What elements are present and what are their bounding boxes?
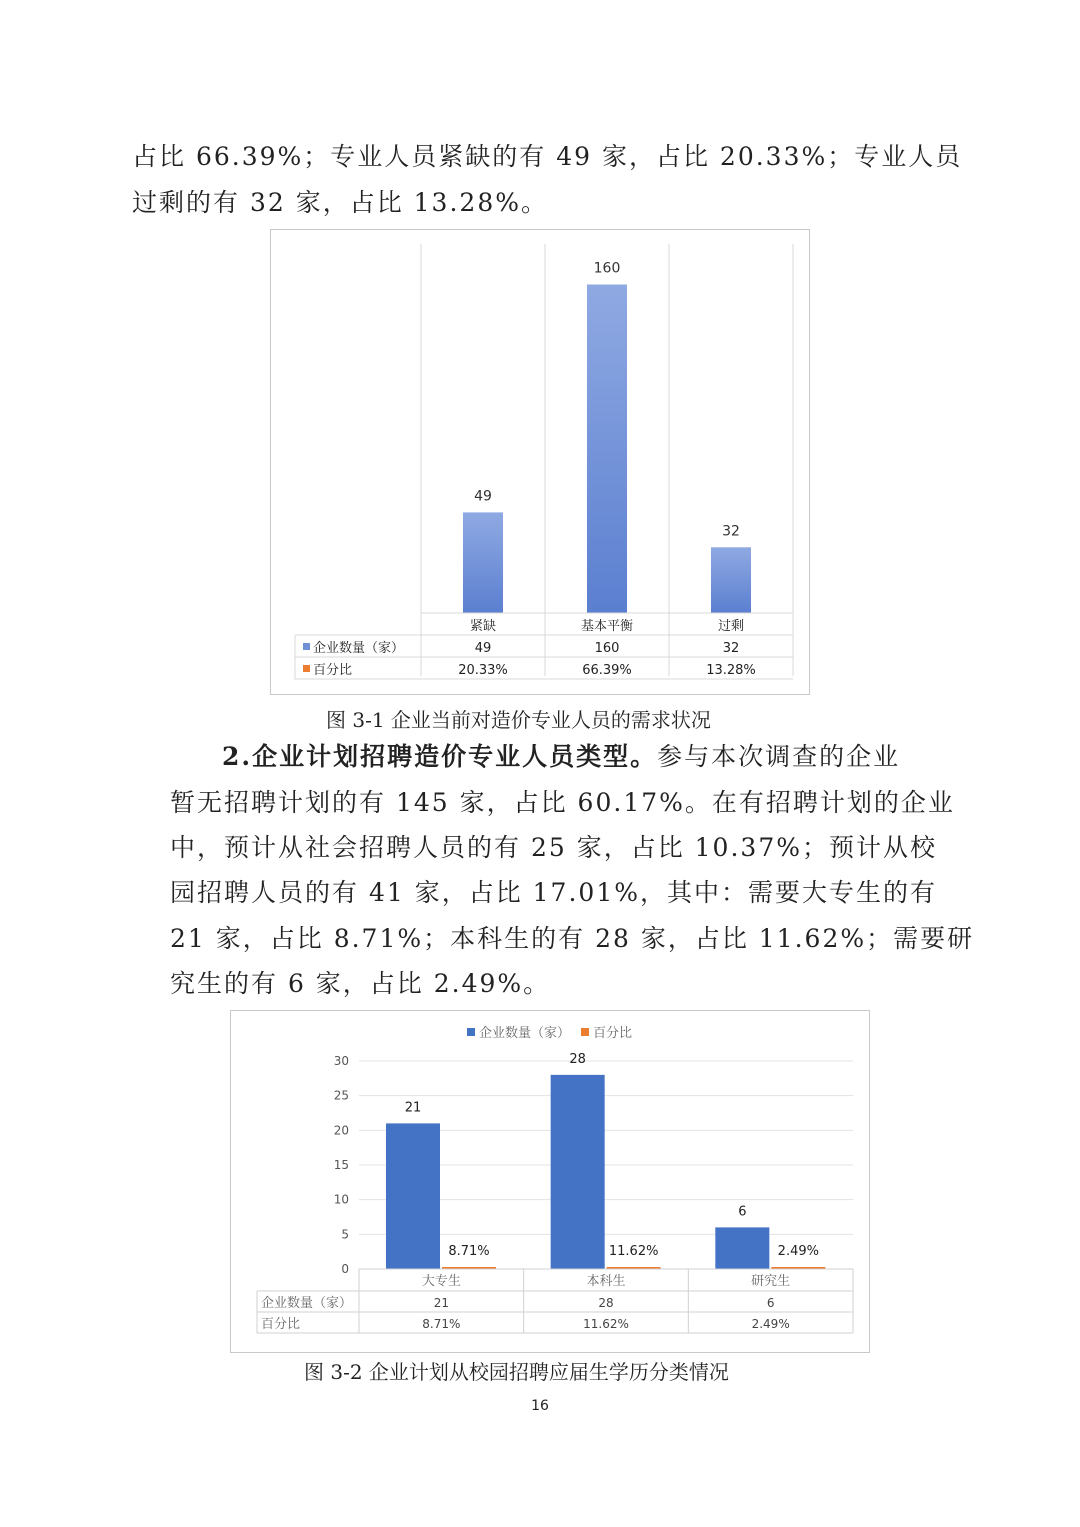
table-cell: 66.39%: [582, 663, 632, 678]
y-tick-label: 25: [333, 1088, 349, 1103]
table-cell: 160: [594, 641, 620, 656]
category-label: 大专生: [421, 1274, 461, 1289]
data-label-percent: 2.49%: [777, 1244, 819, 1259]
data-label: 49: [474, 488, 492, 505]
table-cell: 6: [766, 1296, 775, 1310]
paragraph-line: 21 家，占比 8.71%；本科生的有 28 家，占比 11.62%；需要研: [170, 924, 975, 953]
table-cell: 8.71%: [422, 1317, 461, 1331]
paragraph-line: 中，预计从社会招聘人员的有 25 家，占比 10.37%；预计从校: [170, 833, 937, 862]
table-row-label: 百分比: [313, 663, 353, 678]
table-row-label: 企业数量（家）: [261, 1296, 353, 1311]
legend-key: [467, 1028, 475, 1036]
paragraph-line: [222, 742, 900, 772]
figure-3-2-caption: 图 3-2 企业计划从校园招聘应届生学历分类情况: [304, 1360, 729, 1384]
category-label: 紧缺: [469, 619, 497, 634]
legend-key: [303, 665, 310, 672]
figure-3-2-chart: [230, 1010, 870, 1353]
page-number: 16: [531, 1398, 549, 1414]
table-cell: 28: [598, 1296, 614, 1310]
legend-key: [581, 1028, 589, 1036]
chart-2-svg: [231, 1011, 869, 1352]
y-tick-label: 5: [341, 1227, 349, 1242]
bar-基本平衡: [587, 285, 627, 613]
paragraph-line: 究生的有 6 家，占比 2.49%。: [170, 969, 551, 998]
paragraph-line: 园招聘人员的有 41 家，占比 17.01%，其中：需要大专生的有: [170, 878, 937, 907]
y-tick-label: 0: [341, 1262, 349, 1276]
table-cell: 2.49%: [751, 1317, 790, 1331]
table-cell: 49: [474, 641, 492, 656]
bar-count-研究生: [715, 1227, 769, 1269]
data-label-percent: 11.62%: [608, 1244, 659, 1259]
table-cell: 11.62%: [583, 1317, 629, 1331]
data-label-count: 6: [738, 1204, 747, 1220]
data-label-count: 21: [404, 1100, 422, 1116]
section-heading: 2.企业计划招聘造价专业人员类型。: [222, 742, 658, 771]
y-tick-label: 10: [333, 1192, 349, 1207]
y-tick-label: 20: [333, 1123, 349, 1138]
data-label-count: 28: [569, 1051, 586, 1067]
data-label: 32: [722, 523, 740, 540]
paragraph-text: 参与本次调查的企业: [657, 742, 901, 771]
category-label: 过剩: [717, 619, 745, 634]
bar-紧缺: [463, 512, 503, 613]
legend-key: [303, 643, 310, 650]
y-tick-label: 15: [333, 1158, 349, 1172]
table-cell: 20.33%: [458, 663, 508, 678]
table-row-label: 百分比: [261, 1317, 301, 1332]
bar-过剩: [711, 547, 751, 613]
y-tick-label: 30: [333, 1054, 349, 1068]
figure-3-1-chart: [270, 229, 810, 695]
legend-label: 企业数量（家）: [479, 1026, 571, 1041]
chart-1-svg: [271, 230, 809, 694]
paragraph-line: 暂无招聘计划的有 145 家，占比 60.17%。在有招聘计划的企业: [170, 788, 955, 817]
table-cell: 13.28%: [706, 663, 756, 678]
legend-label: 百分比: [593, 1026, 633, 1041]
data-label: 160: [593, 260, 621, 277]
category-label: 本科生: [586, 1274, 626, 1289]
paragraph-line: 过剩的有 32 家，占比 13.28%。: [132, 188, 548, 217]
category-label: 研究生: [751, 1274, 791, 1289]
data-label-percent: 8.71%: [448, 1244, 490, 1259]
figure-3-1-caption: 图 3-1 企业当前对造价专业人员的需求状况: [326, 708, 711, 732]
table-cell: 21: [433, 1296, 449, 1310]
table-row-label: 企业数量（家）: [313, 641, 405, 656]
bar-count-本科生: [551, 1075, 605, 1269]
table-cell: 32: [722, 641, 740, 656]
bar-count-大专生: [386, 1123, 440, 1269]
paragraph-line: 占比 66.39%；专业人员紧缺的有 49 家，占比 20.33%；专业人员: [132, 142, 963, 171]
category-label: 基本平衡: [580, 619, 634, 634]
